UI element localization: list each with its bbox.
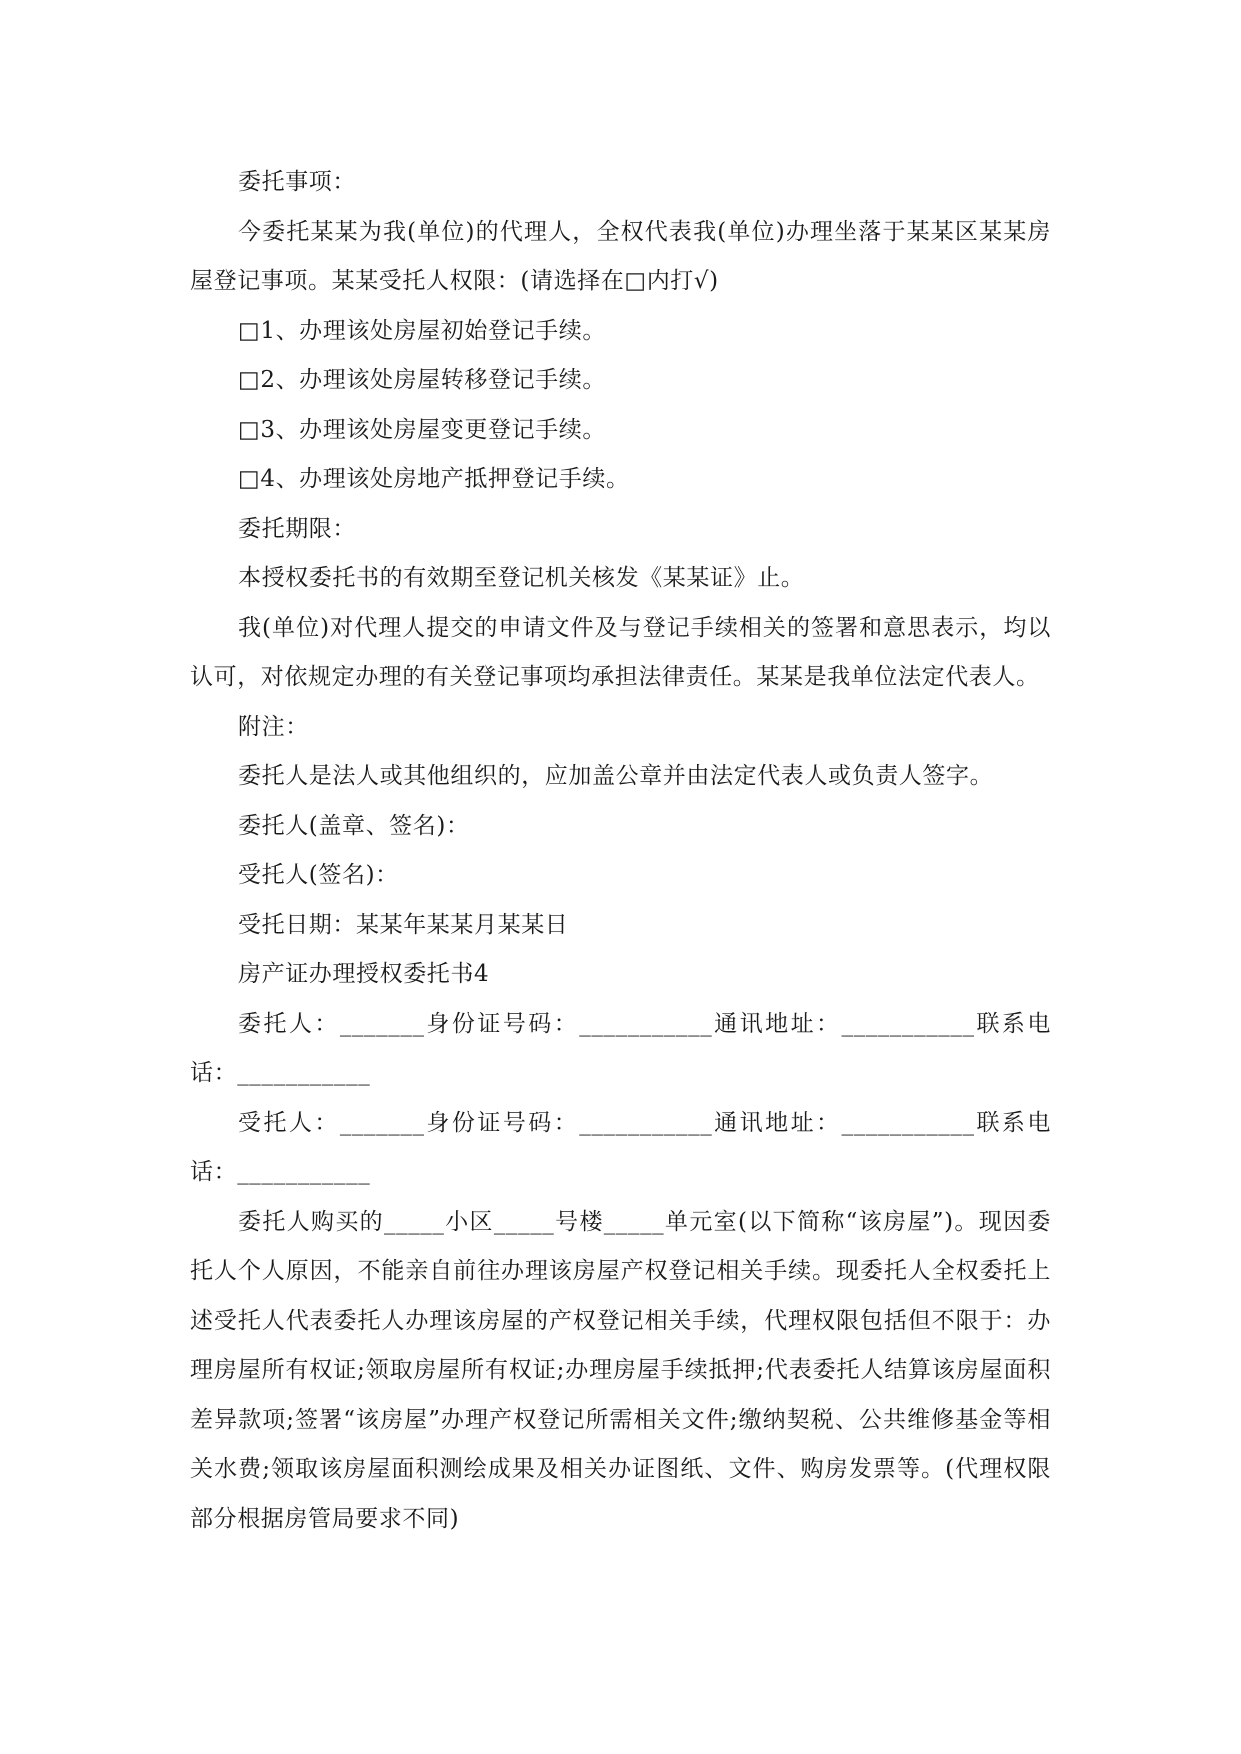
paragraph-validity: 本授权委托书的有效期至登记机关核发《某某证》止。: [238, 565, 805, 591]
checkbox-option-4: □4、办理该处房地产抵押登记手续。: [238, 466, 630, 492]
heading-entrusted-matters: 委托事项：: [238, 169, 356, 195]
paragraph-entrustment-scope: 今委托某某为我(单位)的代理人，全权代表我(单位)办理坐落于某某区某某房屋登记事项。某某受托人权限：(请选择在□内打√): [190, 218, 1051, 294]
section-title: 房产证办理授权委托书4: [238, 961, 490, 987]
checkbox-option-2: □2、办理该处房屋转移登记手续。: [238, 367, 606, 393]
principal-info-line: 委托人：_______身份证号码：___________通讯地址：___________联系电话：___________: [190, 1010, 1051, 1086]
heading-notes: 附注：: [238, 713, 309, 740]
signature-line-agent: 受托人(签名)：: [238, 862, 399, 888]
checkbox-option-3: □3、办理该处房屋变更登记手续。: [238, 416, 606, 443]
paragraph-liability: 我(单位)对代理人提交的申请文件及与登记手续相关的签署和意思表示，均以认可，对依规定办理的有关登记事项均承担法律责任。某某是我单位法定代表人。: [190, 614, 1051, 690]
signature-line-principal: 委托人(盖章、签名)：: [238, 812, 470, 839]
paragraph-property-authorization: 委托人购买的_____小区_____号楼_____单元室(以下简称“该房屋”)。现因委托人个人原因，不能亲自前往办理该房屋产权登记相关手续。现委托人全权委托上述受托人代表委托人办理该房屋的产权登记相关手续，代理权限包括但不限于：办理房屋所有权证;领取房屋所有权证;办理房屋手续抵押;代表委托人结算该房屋面积差异款项;签署“该房屋”办理产权登记所需相关文件;缴纳契税、公共维修基金等相关水费;领取该房屋面积测绘成果及相关办证图纸、文件、购房发票等。(代理权限部分根据房管局要求不同): [190, 1208, 1051, 1532]
agent-info-line: 受托人：_______身份证号码：___________通讯地址：___________联系电话：___________: [190, 1109, 1051, 1185]
date-line: 受托日期：某某年某某月某某日: [238, 911, 569, 938]
paragraph-seal-note: 委托人是法人或其他组织的，应加盖公章并由法定代表人或负责人签字。: [238, 763, 994, 789]
checkbox-option-1: □1、办理该处房屋初始登记手续。: [238, 317, 606, 344]
heading-entrustment-period: 委托期限：: [238, 515, 356, 542]
